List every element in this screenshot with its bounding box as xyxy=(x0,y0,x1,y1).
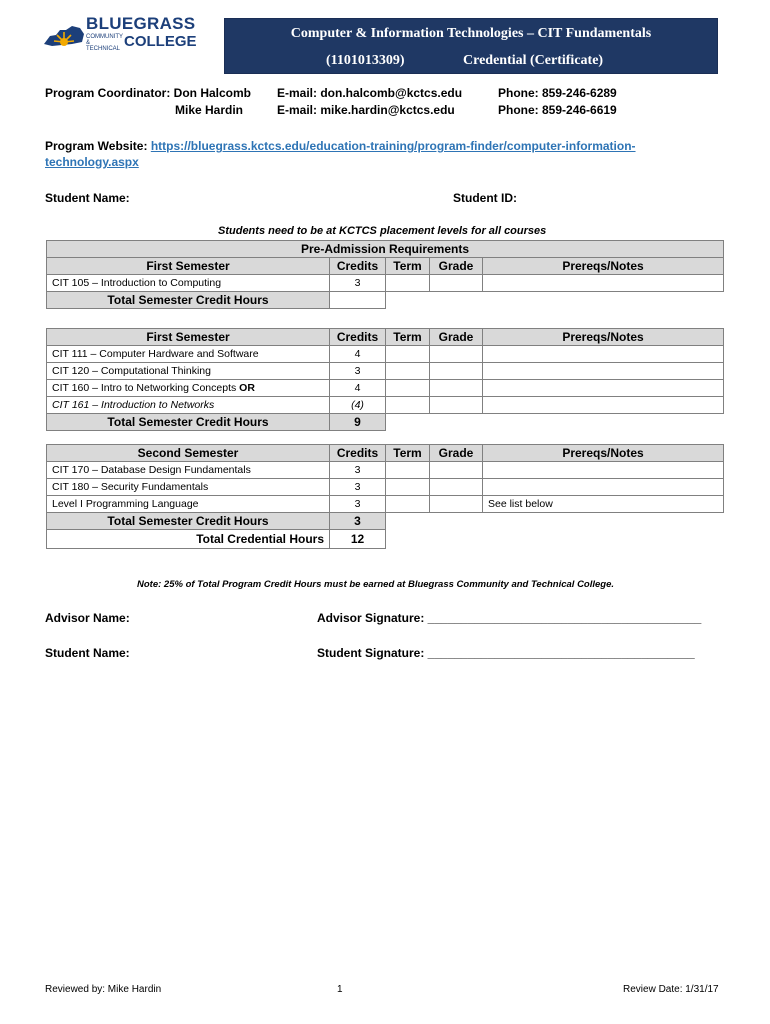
credential-total-value: 12 xyxy=(330,530,386,549)
website-link[interactable]: https://bluegrass.kctcs.edu/education-training/program-finder/computer-information- xyxy=(150,139,636,153)
credits-heading: Credits xyxy=(330,258,386,275)
course-name: CIT 180 – Security Fundamentals xyxy=(47,479,330,496)
course-credits: 4 xyxy=(330,346,386,363)
term-heading: Term xyxy=(386,445,430,462)
credential-total-row xyxy=(47,530,724,549)
total-row xyxy=(47,292,724,309)
logo-line2: COMMUNITY & TECHNICAL xyxy=(86,34,123,52)
student-name-label-2: Student Name: xyxy=(45,646,130,660)
prereq-heading: Prereqs/Notes xyxy=(483,258,724,275)
notes-cell[interactable] xyxy=(483,397,724,414)
course-name: CIT 111 – Computer Hardware and Software xyxy=(47,346,330,363)
prereq-heading: Prereqs/Notes xyxy=(483,445,724,462)
logo-line1: BLUEGRASS xyxy=(86,14,196,33)
term-heading: Term xyxy=(386,258,430,275)
email-1[interactable]: E-mail: don.halcomb@kctcs.edu xyxy=(277,86,463,100)
grade-cell[interactable] xyxy=(430,496,483,513)
grade-cell[interactable] xyxy=(430,363,483,380)
course-name: CIT 161 – Introduction to Networks xyxy=(47,397,330,414)
term-cell[interactable] xyxy=(386,346,430,363)
pre-admission-table xyxy=(46,240,724,309)
phone-1: Phone: 859-246-6289 xyxy=(498,86,617,100)
table-row xyxy=(47,275,724,292)
total-label: Total Semester Credit Hours xyxy=(47,513,330,530)
notes-cell[interactable] xyxy=(483,346,724,363)
table-row xyxy=(47,462,724,479)
course-name: CIT 170 – Database Design Fundamentals xyxy=(47,462,330,479)
college-logo xyxy=(42,14,217,54)
program-header xyxy=(224,18,718,74)
term-cell[interactable] xyxy=(386,479,430,496)
advisor-signature-line[interactable]: Advisor Signature: _________________________________________ xyxy=(317,611,702,625)
credits-heading: Credits xyxy=(330,329,386,346)
course-credits: 3 xyxy=(330,479,386,496)
grade-heading: Grade xyxy=(430,329,483,346)
semester-heading: Second Semester xyxy=(47,445,330,462)
term-cell[interactable] xyxy=(386,380,430,397)
credential-total-label: Total Credential Hours xyxy=(47,530,330,549)
total-label: Total Semester Credit Hours xyxy=(47,292,330,309)
term-cell[interactable] xyxy=(386,275,430,292)
student-id-label: Student ID: xyxy=(453,191,517,205)
table-row xyxy=(47,496,724,513)
website-link-cont[interactable]: technology.aspx xyxy=(45,155,139,169)
course-credits: 3 xyxy=(330,462,386,479)
course-credits: 3 xyxy=(330,363,386,380)
course-credits: 4 xyxy=(330,380,386,397)
course-name: CIT 120 – Computational Thinking xyxy=(47,363,330,380)
or-label: OR xyxy=(239,382,255,394)
student-signature-line[interactable]: Student Signature: ________________________________________ xyxy=(317,646,695,660)
course-name: CIT 105 – Introduction to Computing xyxy=(47,275,330,292)
total-row xyxy=(47,414,724,431)
reviewed-by: Reviewed by: Mike Hardin xyxy=(45,984,162,995)
table-row xyxy=(47,346,724,363)
advisor-name-label: Advisor Name: xyxy=(45,611,130,625)
grade-cell[interactable] xyxy=(430,346,483,363)
coordinator-label: Program Coordinator: Don Halcomb xyxy=(45,86,252,100)
credits-heading: Credits xyxy=(330,445,386,462)
phone-2: Phone: 859-246-6619 xyxy=(498,103,617,117)
term-cell[interactable] xyxy=(386,462,430,479)
semester-heading: First Semester xyxy=(47,329,330,346)
table-row xyxy=(47,479,724,496)
course-credits: 3 xyxy=(330,275,386,292)
course-name: CIT 160 – Intro to Networking Concepts OR xyxy=(47,380,330,397)
website-line xyxy=(45,139,636,153)
logo-line3: COLLEGE xyxy=(124,33,197,50)
notes-cell[interactable] xyxy=(483,380,724,397)
second-semester-table xyxy=(46,444,724,549)
total-value: 3 xyxy=(330,513,386,530)
grade-cell[interactable] xyxy=(430,462,483,479)
grade-cell[interactable] xyxy=(430,275,483,292)
pre-admission-title: Pre-Admission Requirements xyxy=(47,241,724,258)
term-cell[interactable] xyxy=(386,363,430,380)
first-semester-table xyxy=(46,328,724,431)
table-row xyxy=(47,363,724,380)
kentucky-sunburst-icon xyxy=(42,18,86,52)
notes-cell[interactable] xyxy=(483,363,724,380)
second-contact-name: Mike Hardin xyxy=(175,103,244,117)
placement-note: Students need to be at KCTCS placement levels for all courses xyxy=(218,225,547,237)
table-row xyxy=(47,380,724,397)
review-date: Review Date: 1/31/17 xyxy=(623,984,719,995)
credit-note: Note: 25% of Total Program Credit Hours must be earned at Bluegrass Community and Technical College. xyxy=(137,579,615,590)
credential-type: Credential (Certificate) xyxy=(463,53,604,68)
grade-cell[interactable] xyxy=(430,479,483,496)
notes-cell[interactable]: See list below xyxy=(483,496,724,513)
course-credits: (4) xyxy=(330,397,386,414)
course-credits: 3 xyxy=(330,496,386,513)
semester-heading: First Semester xyxy=(47,258,330,275)
program-code: (1101013309) xyxy=(326,53,405,68)
term-cell[interactable] xyxy=(386,397,430,414)
table-row xyxy=(47,397,724,414)
website-label: Program Website: xyxy=(45,139,148,153)
notes-cell[interactable] xyxy=(483,275,724,292)
course-name: Level I Programming Language xyxy=(47,496,330,513)
term-heading: Term xyxy=(386,329,430,346)
prereq-heading: Prereqs/Notes xyxy=(483,329,724,346)
total-label: Total Semester Credit Hours xyxy=(47,414,330,431)
notes-cell[interactable] xyxy=(483,462,724,479)
program-title: Computer & Information Technologies – CIT Fundamentals xyxy=(290,26,652,41)
notes-cell[interactable] xyxy=(483,479,724,496)
total-value: 9 xyxy=(330,414,386,431)
email-2[interactable]: E-mail: mike.hardin@kctcs.edu xyxy=(277,103,455,117)
grade-heading: Grade xyxy=(430,258,483,275)
grade-cell[interactable] xyxy=(430,380,483,397)
term-cell[interactable] xyxy=(386,496,430,513)
page-number: 1 xyxy=(337,984,343,995)
grade-cell[interactable] xyxy=(430,397,483,414)
student-name-label: Student Name: xyxy=(45,191,130,205)
total-row xyxy=(47,513,724,530)
total-value xyxy=(330,292,386,309)
grade-heading: Grade xyxy=(430,445,483,462)
